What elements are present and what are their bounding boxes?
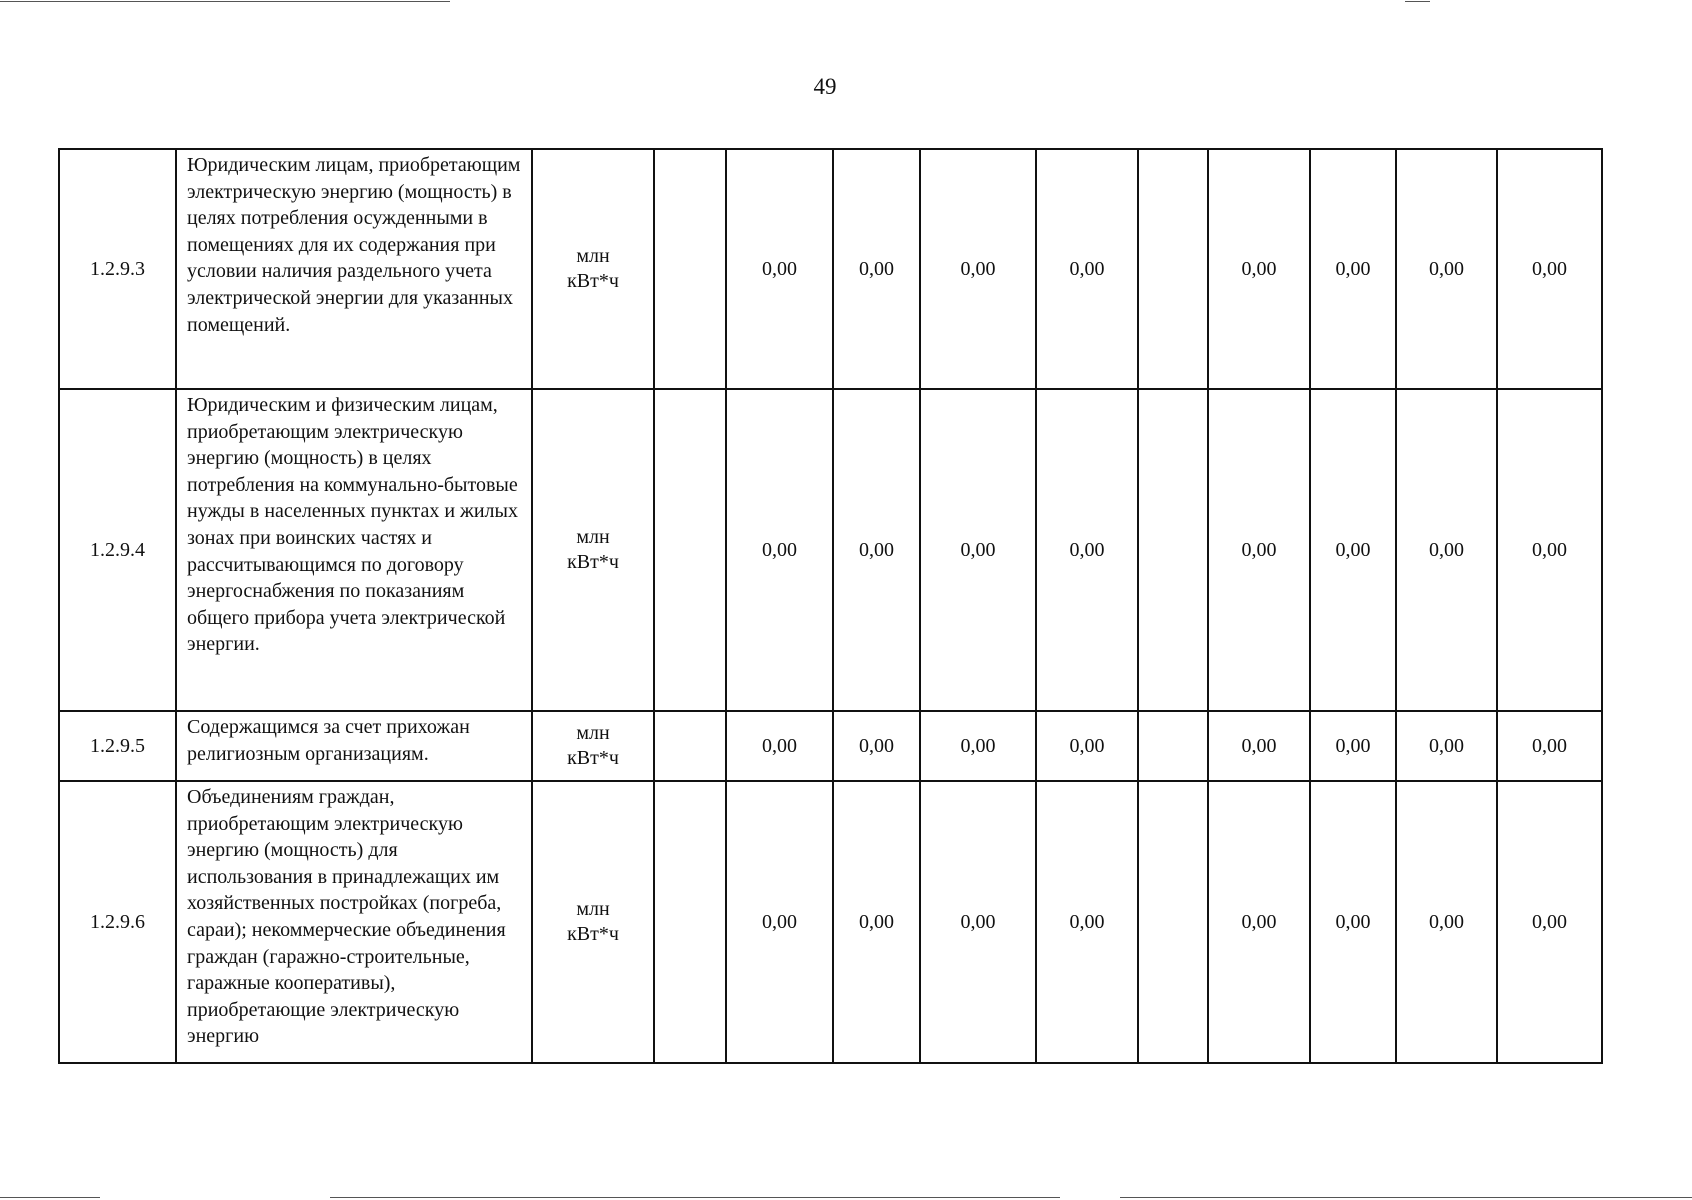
unit-line-1: млн	[576, 898, 610, 920]
row-description: Содержащимся за счет прихожан религиозным организациям.	[176, 711, 532, 781]
scan-edge-top-left	[0, 1, 450, 2]
row-code: 1.2.9.4	[59, 389, 176, 711]
value-cell: 0,00	[1036, 781, 1138, 1063]
value-cell: 0,00	[833, 781, 920, 1063]
value-cell	[654, 389, 726, 711]
row-unit	[532, 389, 654, 711]
value-cell	[654, 711, 726, 781]
value-cell: 0,00	[1396, 149, 1497, 389]
value-cell: 0,00	[726, 781, 833, 1063]
value-cell: 0,00	[1396, 711, 1497, 781]
value-cell: 0,00	[726, 389, 833, 711]
value-cell: 0,00	[1310, 711, 1396, 781]
row-code: 1.2.9.6	[59, 781, 176, 1063]
unit-line-2: кВт*ч	[567, 551, 619, 573]
value-cell: 0,00	[920, 711, 1036, 781]
value-cell	[1138, 781, 1208, 1063]
unit-line-1: млн	[576, 245, 610, 267]
value-cell: 0,00	[726, 149, 833, 389]
row-code: 1.2.9.5	[59, 711, 176, 781]
value-cell: 0,00	[920, 389, 1036, 711]
value-cell: 0,00	[1497, 149, 1602, 389]
scan-edge-bottom-mid	[330, 1197, 1060, 1198]
value-cell: 0,00	[1208, 711, 1310, 781]
value-cell: 0,00	[726, 711, 833, 781]
row-unit	[532, 781, 654, 1063]
row-unit	[532, 149, 654, 389]
unit-line-2: кВт*ч	[567, 747, 619, 769]
value-cell: 0,00	[1208, 389, 1310, 711]
unit-line-1: млн	[576, 722, 610, 744]
scan-edge-top-right	[1405, 1, 1430, 2]
row-description: Объединениям граждан, приобретающим электрическую энергию (мощность) для использования в принадлежащих им хозяйственных постройках (погреба, сараи); некоммерческие объединения граждан (гаражно-строительные, гаражные кооперативы), приобретающие электрическую энергию	[176, 781, 532, 1063]
value-cell: 0,00	[1310, 781, 1396, 1063]
unit-line-2: кВт*ч	[567, 923, 619, 945]
value-cell: 0,00	[920, 149, 1036, 389]
value-cell: 0,00	[833, 711, 920, 781]
value-cell: 0,00	[1208, 149, 1310, 389]
table-row	[59, 711, 1602, 781]
tariff-table	[58, 148, 1603, 1064]
unit-line-2: кВт*ч	[567, 270, 619, 292]
value-cell: 0,00	[833, 149, 920, 389]
value-cell	[1138, 149, 1208, 389]
row-code: 1.2.9.3	[59, 149, 176, 389]
page-number: 49	[813, 74, 837, 99]
value-cell: 0,00	[1208, 781, 1310, 1063]
unit-line-1: млн	[576, 526, 610, 548]
scan-edge-bottom-right	[1120, 1197, 1692, 1198]
row-description: Юридическим и физическим лицам, приобретающим электрическую энергию (мощность) в целях потребления на коммунально-бытовые нужды в населенных пунктах и жилых зонах при воинских частях и рассчитывающимся по договору энергоснабжения по показаниям общего прибора учета электрической энергии.	[176, 389, 532, 711]
value-cell: 0,00	[920, 781, 1036, 1063]
value-cell: 0,00	[1310, 389, 1396, 711]
value-cell: 0,00	[1497, 781, 1602, 1063]
value-cell: 0,00	[1036, 711, 1138, 781]
value-cell: 0,00	[833, 389, 920, 711]
value-cell	[654, 781, 726, 1063]
value-cell: 0,00	[1310, 149, 1396, 389]
value-cell	[1138, 389, 1208, 711]
scan-edge-bottom-left	[0, 1197, 100, 1198]
row-description: Юридическим лицам, приобретающим электрическую энергию (мощность) в целях потребления осужденными в помещениях для их содержания при условии наличия раздельного учета электрической энергии для указанных помещений.	[176, 149, 532, 389]
table-row	[59, 781, 1602, 1063]
value-cell: 0,00	[1036, 389, 1138, 711]
value-cell	[1138, 711, 1208, 781]
value-cell: 0,00	[1497, 711, 1602, 781]
value-cell	[654, 149, 726, 389]
value-cell: 0,00	[1497, 389, 1602, 711]
table-row	[59, 149, 1602, 389]
value-cell: 0,00	[1396, 781, 1497, 1063]
value-cell: 0,00	[1036, 149, 1138, 389]
table-row	[59, 389, 1602, 711]
value-cell: 0,00	[1396, 389, 1497, 711]
row-unit	[532, 711, 654, 781]
